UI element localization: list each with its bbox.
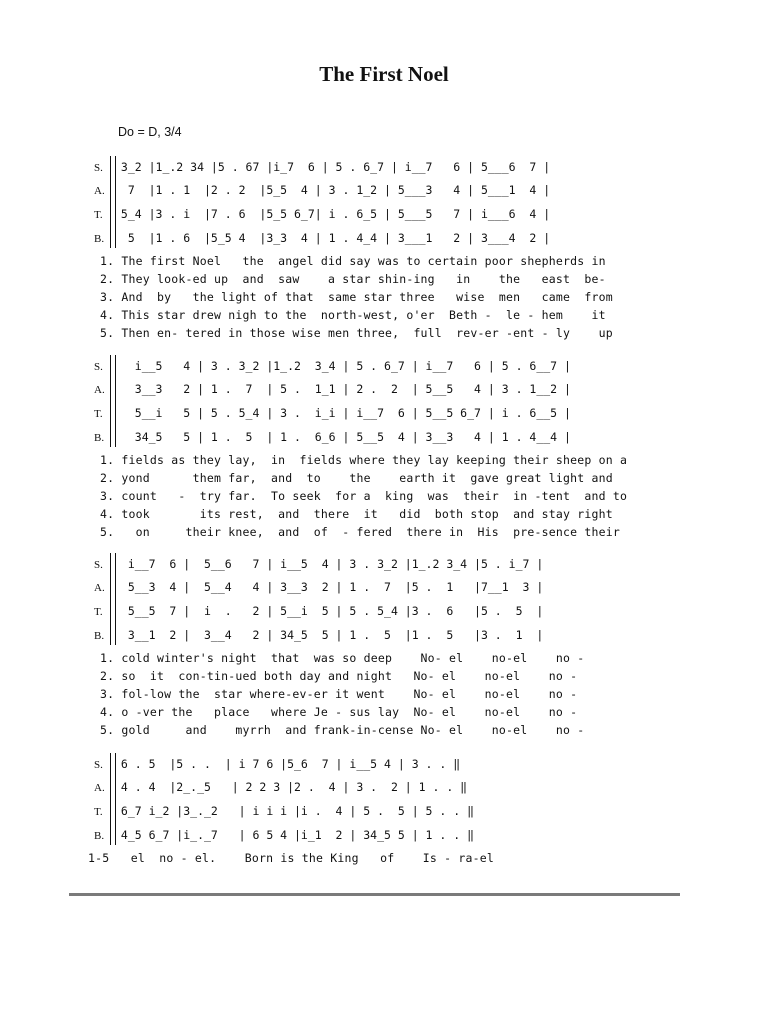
- voice-label: S.: [94, 559, 103, 571]
- notes: 5__i 5 | 5 . 5_4 | 3 . i_i | i__7 6 | 5__5 6_7 | i . 6__5 |: [114, 406, 571, 420]
- voice-label: B.: [94, 233, 105, 245]
- notes: 5 |1 . 6 |5_5 4 |3_3 4 | 1 . 4_4 | 3___1 2 | 3___4 2 |: [114, 231, 551, 245]
- voice-label: T.: [94, 209, 103, 221]
- soprano-row: [94, 555, 543, 573]
- voice-label: S.: [94, 162, 103, 174]
- lyric-line: 1. fields as they lay, in fields where they lay keeping their sheep on a: [100, 453, 628, 467]
- alto-row: [94, 380, 571, 398]
- tenor-row: [94, 802, 474, 820]
- footer-rule: [69, 893, 680, 896]
- notes: 5__3 4 | 5__4 4 | 3__3 2 | 1 . 7 |5 . 1 |7__1 3 |: [114, 580, 544, 594]
- lyric-line: 4. took its rest, and there it did both stop and stay right: [100, 507, 613, 521]
- lyric-line: 1. The first Noel the angel did say was to certain poor shepherds in: [100, 254, 606, 268]
- song-title: The First Noel: [319, 62, 449, 86]
- voice-label: B.: [94, 630, 105, 642]
- bass-row: [94, 826, 474, 844]
- lyric-line: 4. This star drew nigh to the north-west, o'er Beth - le - hem it: [100, 308, 606, 322]
- voice-label: T.: [94, 408, 103, 420]
- notes: 5_4 |3 . i |7 . 6 |5_5 6_7| i . 6_5 | 5___5 7 | i___6 4 |: [114, 207, 551, 221]
- lyric-line: 2. so it con-tin-ued both day and night No- el no-el no -: [100, 669, 578, 683]
- lyric-line: 5. Then en- tered in those wise men three, full rev-er -ent - ly up: [100, 326, 613, 340]
- voice-label: A.: [94, 185, 105, 197]
- voice-label: A.: [94, 384, 105, 396]
- tenor-row: [94, 404, 571, 422]
- bass-row: [94, 626, 543, 644]
- lyric-line: 1. cold winter's night that was so deep No- el no-el no -: [100, 651, 585, 665]
- lyric-line: 1-5 el no - el. Born is the King of Is - ra-el: [88, 851, 495, 865]
- voice-label: A.: [94, 582, 105, 594]
- key-signature: Do = D, 3/4: [118, 125, 182, 139]
- soprano-row: [94, 755, 460, 773]
- alto-row: [94, 578, 543, 596]
- lyric-line: 4. o -ver the place where Je - sus lay No- el no-el no -: [100, 705, 578, 719]
- notes: 5__5 7 | i . 2 | 5__i 5 | 5 . 5_4 |3 . 6 |5 . 5 |: [114, 604, 544, 618]
- voice-label: B.: [94, 830, 105, 842]
- voice-label: S.: [94, 361, 103, 373]
- notes: 3_2 |1_.2 34 |5 . 67 |i_7 6 | 5 . 6_7 | i__7 6 | 5___6 7 |: [114, 160, 551, 174]
- voice-label: T.: [94, 606, 103, 618]
- lyric-line: 5. gold and myrrh and frank-in-cense No- el no-el no -: [100, 723, 585, 737]
- tenor-row: [94, 205, 550, 223]
- notes: 7 |1 . 1 |2 . 2 |5_5 4 | 3 . 1_2 | 5___3 4 | 5___1 4 |: [114, 183, 551, 197]
- voice-label: B.: [94, 432, 105, 444]
- soprano-row: [94, 357, 571, 375]
- notes: 3__3 2 | 1 . 7 | 5 . 1_1 | 2 . 2 | 5__5 4 | 3 . 1__2 |: [114, 382, 571, 396]
- lyric-line: 2. yond them far, and to the earth it gave great light and: [100, 471, 613, 485]
- lyric-line: 3. And by the light of that same star three wise men came from: [100, 290, 613, 304]
- lyric-line: 3. fol-low the star where-ev-er it went No- el no-el no -: [100, 687, 578, 701]
- alto-row: [94, 181, 550, 199]
- notes: 3__1 2 | 3__4 2 | 34_5 5 | 1 . 5 |1 . 5 |3 . 1 |: [114, 628, 544, 642]
- soprano-row: [94, 158, 550, 176]
- notes: i__5 4 | 3 . 3_2 |1_.2 3_4 | 5 . 6_7 | i__7 6 | 5 . 6__7 |: [114, 359, 571, 373]
- voice-label: A.: [94, 782, 105, 794]
- notes: 6_7 i_2 |3_._2 | i i i |i . 4 | 5 . 5 | 5 . . ‖: [114, 804, 475, 818]
- lyric-line: 2. They look-ed up and saw a star shin-ing in the east be-: [100, 272, 606, 286]
- notes: 6 . 5 |5 . . | i 7 6 |5_6 7 | i__5 4 | 3 . . ‖: [114, 757, 461, 771]
- alto-row: [94, 778, 467, 796]
- bass-row: [94, 428, 571, 446]
- lyric-line: 3. count - try far. To seek for a king was their in -tent and to: [100, 489, 628, 503]
- tenor-row: [94, 602, 543, 620]
- notes: i__7 6 | 5__6 7 | i__5 4 | 3 . 3_2 |1_.2 3_4 |5 . i_7 |: [114, 557, 544, 571]
- bass-row: [94, 229, 550, 247]
- voice-label: S.: [94, 759, 103, 771]
- lyric-line: 5. on their knee, and of - fered there in His pre-sence their: [100, 525, 621, 539]
- notes: 4_5 6_7 |i_._7 | 6 5 4 |i_1 2 | 34_5 5 | 1 . . ‖: [114, 828, 475, 842]
- notes: 34_5 5 | 1 . 5 | 1 . 6_6 | 5__5 4 | 3__3 4 | 1 . 4__4 |: [114, 430, 571, 444]
- voice-label: T.: [94, 806, 103, 818]
- notes: 4 . 4 |2_._5 | 2 2 3 |2 . 4 | 3 . 2 | 1 . . ‖: [114, 780, 468, 794]
